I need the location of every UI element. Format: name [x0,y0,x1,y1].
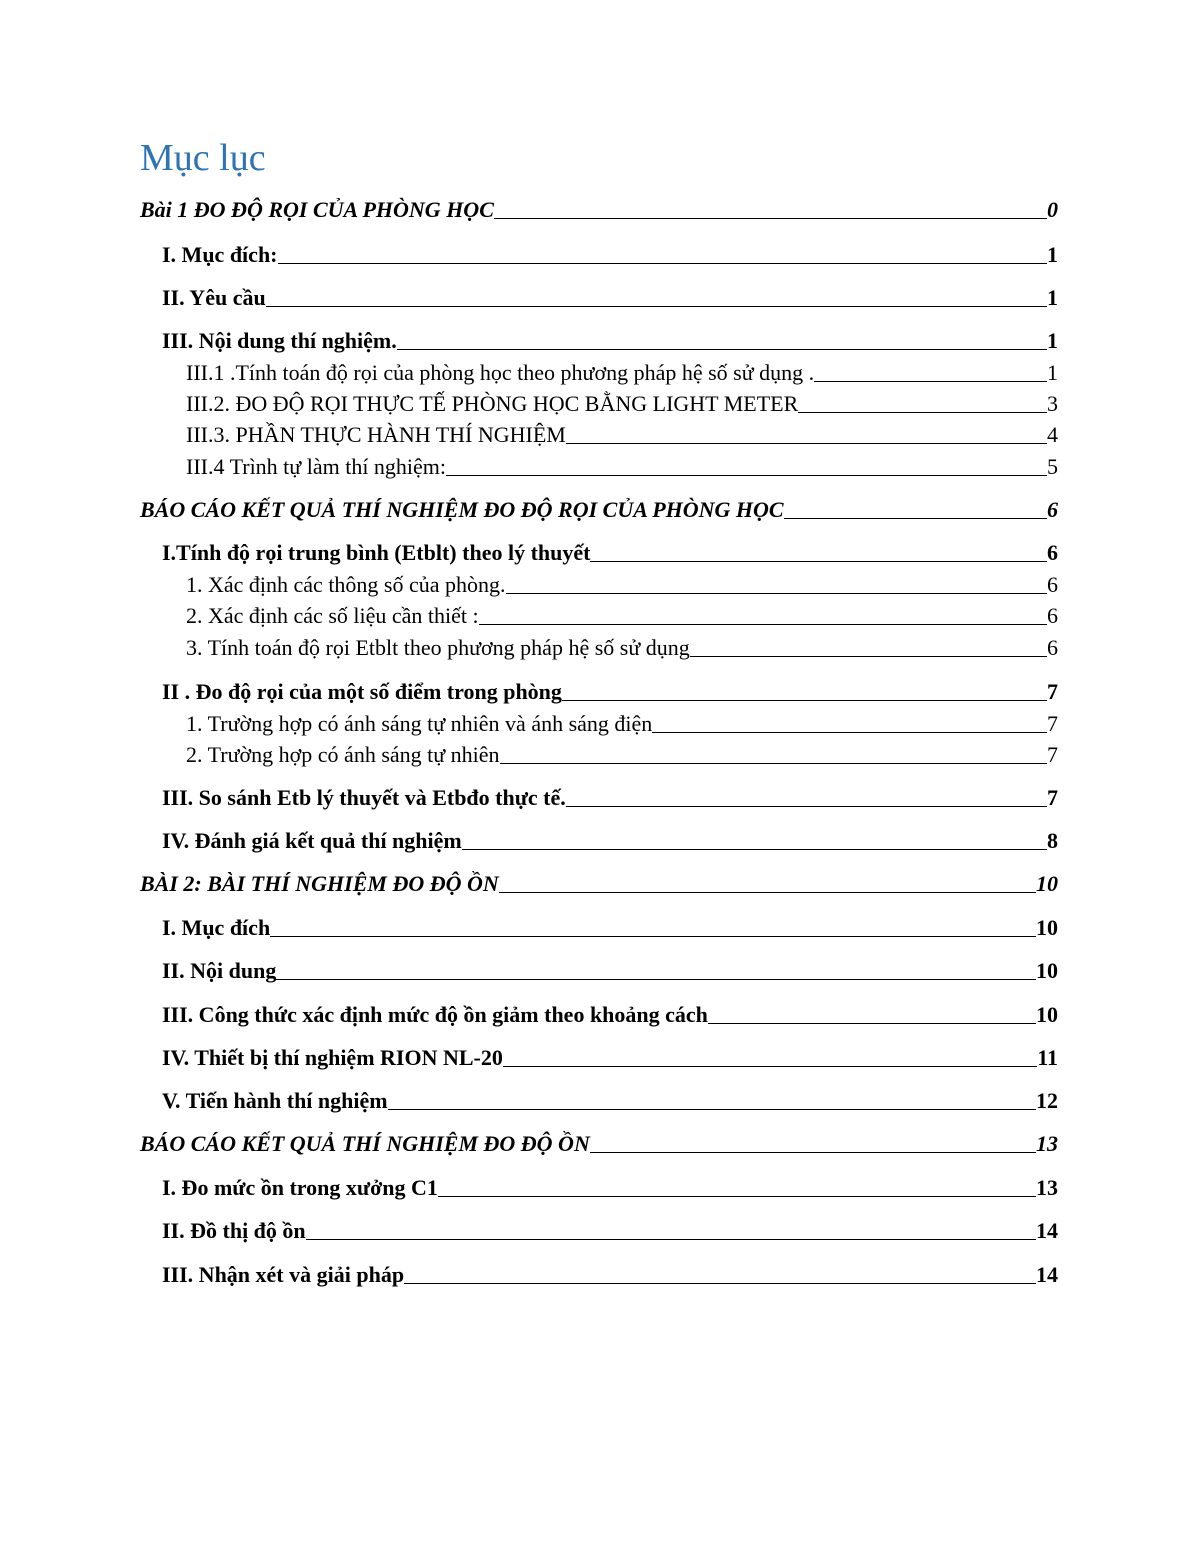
toc-page-number: 14 [1036,1262,1058,1287]
toc-entry-label: III.3. PHẦN THỰC HÀNH THÍ NGHIỆM [186,422,566,447]
toc-entry[interactable] [186,602,1058,630]
toc-page-number: 6 [1047,497,1058,522]
toc-leader [462,849,1047,850]
toc-leader [798,412,1047,413]
toc-page-number: 12 [1036,1088,1058,1113]
toc-entry-label: IV. Đánh giá kết quả thí nghiệm [162,828,462,853]
toc-leader [438,1196,1036,1197]
toc-entry-label: III. So sánh Etb lý thuyết và Etbđo thực tế. [162,785,566,810]
toc-entry[interactable] [186,453,1058,481]
toc-leader [306,1239,1036,1240]
toc-entry-label: II. Yêu cầu [162,285,266,310]
toc-entry-label: I. Đo mức ồn trong xưởng C1 [162,1175,438,1200]
toc-page-number: 7 [1047,711,1058,736]
toc-leader [404,1283,1036,1284]
toc-page-number: 13 [1036,1175,1058,1200]
toc-entry[interactable] [162,327,1058,355]
toc-page-number: 3 [1047,391,1058,416]
toc-entry[interactable] [162,1044,1058,1072]
toc-entry-label: I.Tính độ rọi trung bình (Etblt) theo lý thuyết [162,540,591,565]
toc-page-number: 10 [1036,1002,1058,1027]
toc-entry-label: II. Nội dung [162,958,277,983]
toc-entry[interactable] [162,784,1058,812]
toc-page-number: 1 [1047,242,1058,267]
toc-entry[interactable] [162,1001,1058,1029]
toc-entry-label: 2. Trường hợp có ánh sáng tự nhiên [186,742,500,767]
toc-entry-label: Bài 1 ĐO ĐỘ RỌI CỦA PHÒNG HỌC [140,197,494,222]
toc-leader [506,593,1047,594]
toc-entry[interactable] [162,1217,1058,1245]
toc-page-number: 1 [1047,328,1058,353]
toc-leader [690,656,1047,657]
toc-leader [814,381,1047,382]
toc-leader [276,979,1036,980]
toc-page-number: 6 [1047,540,1058,565]
toc-leader [446,475,1047,476]
toc-entry[interactable] [162,678,1058,706]
toc-entry[interactable] [162,1087,1058,1115]
toc-entry[interactable] [162,284,1058,312]
toc-entry-lesson-2[interactable] [140,870,1058,898]
toc-page-number: 1 [1047,360,1058,385]
toc-entry[interactable] [162,1261,1058,1289]
toc-page-number: 10 [1036,958,1058,983]
toc-leader [266,306,1047,307]
toc-entry-label: BÁO CÁO KẾT QUẢ THÍ NGHIỆM ĐO ĐỘ RỌI CỦA PHÒNG HỌC [140,497,784,522]
toc-entry[interactable] [162,1174,1058,1202]
toc-page-number: 7 [1047,785,1058,810]
toc-entry-label: I. Mục đích [162,915,271,940]
toc-entry-label: III.2. ĐO ĐỘ RỌI THỰC TẾ PHÒNG HỌC BẰNG LIGHT METER [186,391,799,416]
toc-entry[interactable] [186,571,1058,599]
toc-leader [708,1023,1036,1024]
toc-page-number: 6 [1047,635,1058,660]
toc-page-number: 6 [1047,572,1058,597]
toc-page-number: 8 [1047,828,1058,853]
toc-entry-label: III. Nội dung thí nghiệm. [162,328,397,353]
toc-leader [278,263,1048,264]
toc-page-number: 10 [1036,871,1058,896]
toc-page-number: 4 [1047,422,1058,447]
toc-page-number: 7 [1047,679,1058,704]
toc-page-number: 10 [1036,915,1058,940]
toc-leader [652,732,1047,733]
toc-entry[interactable] [186,741,1058,769]
toc-leader [566,443,1047,444]
toc-entry[interactable] [186,710,1058,738]
toc-leader [499,892,1036,893]
toc-entry[interactable] [186,634,1058,662]
toc-entry[interactable] [186,421,1058,449]
toc-entry-report-2[interactable] [140,1130,1058,1158]
toc-entry-report-1[interactable] [140,496,1058,524]
toc-entry-label: II . Đo độ rọi của một số điểm trong phòng [162,679,562,704]
toc-entry-label: V. Tiến hành thí nghiệm [162,1088,388,1113]
toc-entry-label: III. Công thức xác định mức độ ồn giảm theo khoảng cách [162,1002,708,1027]
toc-entry[interactable] [162,914,1058,942]
toc-entry-label: BÁO CÁO KẾT QUẢ THÍ NGHIỆM ĐO ĐỘ ỒN [140,1131,590,1156]
toc-entry-lesson-1[interactable] [140,196,1058,224]
toc-leader [479,624,1047,625]
toc-page-number: 1 [1047,285,1058,310]
toc-entry[interactable] [162,827,1058,855]
toc-entry-label: 3. Tính toán độ rọi Etblt theo phương pháp hệ số sử dụng [186,635,690,660]
toc-entry-label: III.1 .Tính toán độ rọi của phòng học theo phương pháp hệ số sử dụng . [186,360,815,385]
toc-leader [388,1109,1036,1110]
toc-leader [562,700,1047,701]
toc-leader [270,936,1036,937]
toc-entry[interactable] [162,241,1058,269]
toc-page-number: 11 [1037,1045,1058,1070]
toc-entry-label: 1. Trường hợp có ánh sáng tự nhiên và ánh sáng điện [186,711,653,736]
toc-leader [397,349,1047,350]
toc-entry[interactable] [186,390,1058,418]
toc-page-number: 7 [1047,742,1058,767]
toc-entry[interactable] [186,359,1058,387]
toc-entry-label: BÀI 2: BÀI THÍ NGHIỆM ĐO ĐỘ ỒN [140,871,499,896]
toc-entry[interactable] [162,957,1058,985]
toc-page-number: 0 [1047,197,1058,222]
toc-entry-label: I. Mục đích: [162,242,278,267]
toc-page-number: 6 [1047,603,1058,628]
toc-entry-label: III. Nhận xét và giải pháp [162,1262,405,1287]
toc-leader [590,1152,1036,1153]
toc-title: Mục lục [140,137,266,179]
toc-leader [494,218,1047,219]
toc-page-number: 13 [1036,1131,1058,1156]
toc-entry-label: 1. Xác định các thông số của phòng. [186,572,506,597]
toc-leader [566,806,1047,807]
toc-entry[interactable] [162,539,1058,567]
toc-entry-label: 2. Xác định các số liệu cần thiết : [186,603,479,628]
toc-leader [500,763,1047,764]
toc-entry-label: IV. Thiết bị thí nghiệm RION NL-20 [162,1045,503,1070]
toc-page-number: 14 [1036,1218,1058,1243]
toc-leader [784,518,1047,519]
toc-page-number: 5 [1047,454,1058,479]
toc-leader [503,1066,1037,1067]
toc-entry-label: II. Đồ thị độ ồn [162,1218,306,1243]
toc-leader [590,561,1047,562]
toc-entry-label: III.4 Trình tự làm thí nghiệm: [186,454,447,479]
